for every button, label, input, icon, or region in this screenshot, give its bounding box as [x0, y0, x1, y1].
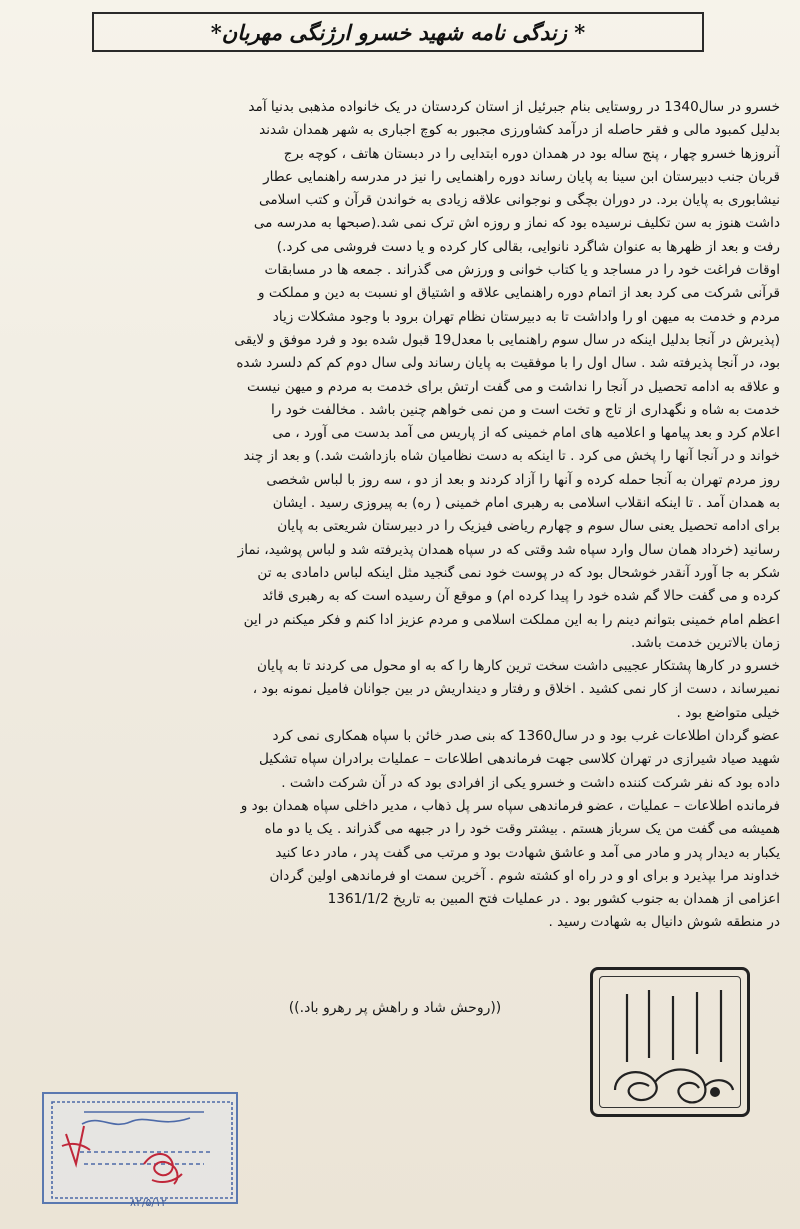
text-line: اوقات فراغت خود را در مساجد و یا کتاب خوانی و ورزش می گذراند . جمعه ها در مسابقات [264, 262, 780, 279]
official-seal-stamp [590, 967, 750, 1117]
text-line: همیشه می گفت من یک سرباز هستم . بیشتر وقت خود را در جبهه می گذراند . یک یا دو ماه [264, 821, 780, 838]
text-line: عضو گردان اطلاعات غرب بود و در سال1360 که بنی صدر خائن با سپاه همکاری نمی کرد [272, 728, 780, 745]
text-line: نمیرساند ، دست از کار نمی کشید . اخلاق و رفتار و دینداریش در بین جوانان فامیل نمونه بود ، [252, 681, 780, 698]
text-line: (پذیرش در آنجا بدلیل اینکه در سال سوم راهنمایی با معدل19 قبول شده بود و فرد موفق و لایقی [234, 331, 780, 348]
text-line: برای ادامه تحصیل یعنی سال سوم و چهارم ریاضی فیزیک را در دبیرستان شریعتی به پایان [277, 518, 780, 535]
text-line: اعظم امام خمینی بتوانم دینم را به این مملکت اسلامی و مردم عزیز ادا کنم و فکر میکنم در این [243, 611, 780, 628]
biography-text [20, 96, 780, 935]
stamp-handwriting-icon [44, 1094, 240, 1206]
text-line: و علاقه به ادامه تحصیل در آنجا را نداشت و می گفت ارتش برای خدمت به مردم و میهن نیست [247, 378, 780, 395]
text-line: آنروزها خسرو چهار ، پنج ساله بود در همدان دوره ابتدایی را در دبستان هاتف ، کوچه برج [283, 145, 780, 162]
text-line: اعلام کرد و بعد پیامها و اعلامیه های امام خمینی که از پاریس می آمد بدست می آورد ، می [272, 425, 780, 442]
text-line: کرده و می گفت حالا گم شده خود را پیدا کرده ام) و موقع آن رسیده است که به رهبری قائد [262, 588, 780, 605]
text-line: روز مردم تهران به آنجا حمله کرده و آنها را آزاد کردند و بعد از دو ، سه روز با لباس شخصی [266, 471, 780, 488]
text-line: اعزامی از همدان به جنوب کشور بود . در عملیات فتح المبین به تاریخ 1361/1/2 [327, 891, 780, 908]
stamp-date: ۸۲/۵/۱۲ [130, 1196, 167, 1209]
text-line: بود، در آنجا پذیرفته شد . سال اول را با موفقیت به پایان رساند ولی سال دوم کم کم دلسرد شده [236, 355, 780, 372]
text-line: بدلیل کمبود مالی و فقر حاصله از درآمد کشاورزی مجبور به کوچ اجباری به شهر همدان شدند [259, 122, 780, 139]
text-line: شکر به جا آورد آنقدر خوشحال بود که در پوست خود نمی گنجید مثل اینکه لباس دامادی به تن [257, 564, 780, 581]
text-line: قرآنی شرکت می کرد بعد از اتمام دوره راهنمایی علاقه و اشتیاق او نسبت به دین و مملکت و [257, 285, 780, 302]
text-line: خیلی متواضع بود . [676, 704, 780, 721]
closing-prayer: ((روحش شاد و راهش پر رهرو باد.)) [288, 1000, 502, 1016]
text-line: رسانید (خرداد همان سال وارد سپاه شد وقتی که در سپاه همدان پذیرفته شد و لباس پوشید، نماز [237, 541, 780, 558]
text-line: قربان جنب دبیرستان ابن سینا به پایان رساند دوره راهنمایی را نیز در مدرسه راهنمایی عطار [263, 168, 780, 185]
text-line: یکبار به دیدار پدر و مادر می آمد و عاشق شهادت بود و مرتب می گفت پدر ، مادر دعا کنید [275, 844, 780, 861]
text-line: فرمانده اطلاعات – عملیات ، عضو فرماندهی سپاه سر پل ذهاب ، مدیر داخلی سپاه همدان بود و [240, 797, 780, 814]
text-line: خواند و در آنجا آنها را پخش می کرد . تا اینکه به دست نظامیان شاه بازداشت شد.) و بعد از چند [243, 448, 780, 465]
text-line: به همدان آمد . تا اینکه انقلاب اسلامی به رهبری امام خمینی ( ره) به پیروزی رسید . ایشان [272, 495, 780, 512]
text-line: خدمت به شاه و نگهداری از تاج و تخت است و من نمی خواهم چنین باشد . مخالفت خود را [271, 401, 780, 418]
text-line: خداوند مرا بپذیرد و برای او و در راه او کشته شوم . آخرین سمت او فرماندهی اولین گردان [269, 867, 780, 884]
seal-emblem-icon [593, 970, 753, 1120]
text-line: داده بود که نفر شرکت کننده داشت و خسرو یکی از افرادی بود که در آن شرکت داشت . [281, 774, 780, 791]
page-title: * زندگی نامه شهید خسرو ارژنگی مهربان* [92, 12, 704, 52]
text-line: نیشابوری به پایان برد. در دوران بچگی و نوجوانی علاقه زیادی به خواندن قرآن و کتب اسلامی [258, 192, 780, 209]
text-line: زمان بالاترین خدمت باشد. [631, 634, 780, 651]
text-line: مردم و خدمت به میهن او را واداشت تا به دبیرستان نظام تهران برود با وجود مشکلات زیاد [272, 308, 780, 325]
text-line: خسرو در کارها پشتکار عجیبی داشت سخت ترین کارها را که به او محول می کردند تا به پایان [257, 658, 780, 675]
registration-stamp [42, 1092, 238, 1204]
text-line: رفت و بعد از ظهرها به عنوان شاگرد نانوایی، بقالی کار کرده و یا دست فروشی می کرد.) [276, 238, 780, 255]
text-line: در منطقه شوش دانیال به شهادت رسید . [548, 914, 780, 931]
text-line: شهید صیاد شیرازی در تهران کلاسی جهت فرماندهی اطلاعات – عملیات برادران سپاه تشکیل [258, 751, 780, 768]
text-line: داشت هنوز به سن تکلیف نرسیده بود که نماز و روزه اش ترک نمی شد.(صبحها به مدرسه می [253, 215, 780, 232]
text-line: خسرو در سال1340 در روستایی بنام جبرئیل از استان کردستان در یک خانواده مذهبی بدنیا آمد [248, 99, 780, 115]
